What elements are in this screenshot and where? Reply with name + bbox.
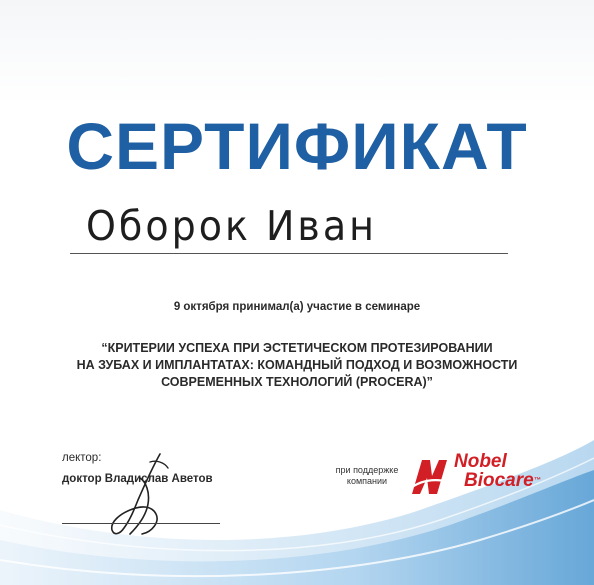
lecturer-name: доктор Владислав Аветов xyxy=(62,473,213,485)
participation-text: 9 октября принимал(а) участие в семинаре xyxy=(173,301,421,313)
nobel-biocare-logo xyxy=(408,452,548,500)
nobel-biocare-mark-icon xyxy=(408,456,450,496)
lecturer-label: лектор: xyxy=(62,452,102,464)
seminar-topic-line: “КРИТЕРИИ УСПЕХА ПРИ ЭСТЕТИЧЕСКОМ ПРОТЕЗИРОВАНИИ xyxy=(101,341,493,355)
certificate-title: СЕРТИФИКАТ xyxy=(66,109,528,183)
support-line: компании xyxy=(346,476,388,486)
name-underline xyxy=(70,253,508,254)
seminar-topic-line: СОВРЕМЕННЫХ ТЕХНОЛОГИЙ (PROCERA)” xyxy=(161,375,433,389)
signature-line xyxy=(62,523,220,524)
logo-word-1: Nobel xyxy=(454,451,507,472)
logo-wordmark xyxy=(454,452,541,490)
seminar-topic-line: НА ЗУБАХ И ИМПЛАНТАТАХ: КОМАНДНЫЙ ПОДХОД И ВОЗМОЖНОСТИ xyxy=(76,358,518,372)
recipient-name: Оборок Иван xyxy=(86,202,377,250)
support-line: при поддержке xyxy=(335,465,399,475)
seminar-topic xyxy=(40,340,554,391)
support-text xyxy=(312,465,422,487)
trademark-symbol: ™ xyxy=(533,477,541,484)
handwritten-signature xyxy=(90,448,200,543)
logo-word-2: Biocare xyxy=(464,470,534,491)
